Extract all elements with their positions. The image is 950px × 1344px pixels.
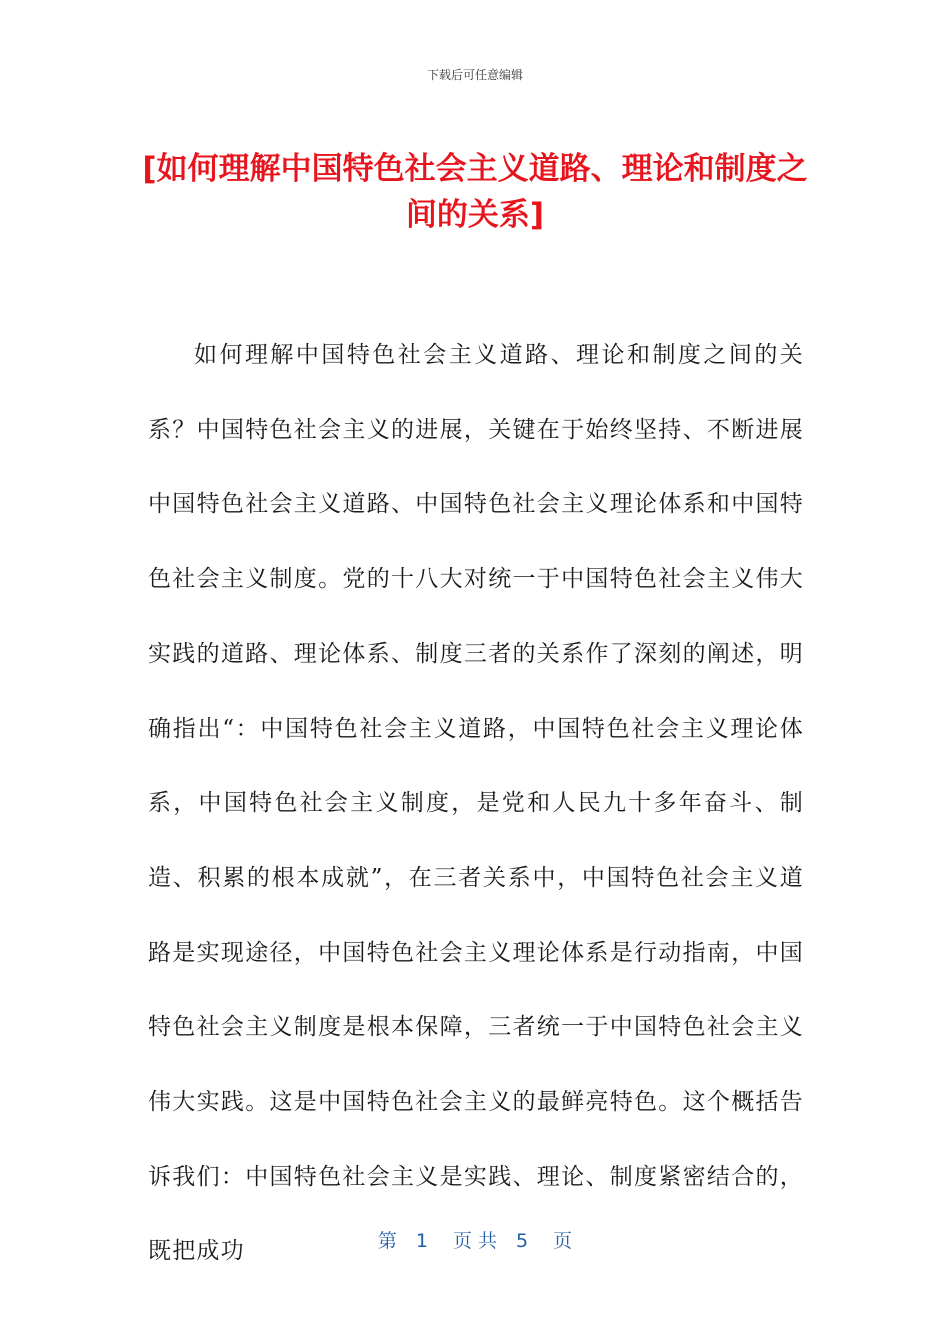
document-title: [如何理解中国特色社会主义道路、理论和制度之间的关系] [142, 151, 808, 233]
body-paragraph: 如何理解中国特色社会主义道路、理论和制度之间的关系？中国特色社会主义的进展，关键在于始终坚持、不断进展中国特色社会主义道路、中国特色社会主义理论体系和中国特色社会主义制度。党的十八大对统一于中国特色社会主义伟大实践的道路、理论体系、制度三者的关系作了深刻的阐述，明确指出“：中国特色社会主义道路，中国特色社会主义理论体系，中国特色社会主义制度，是党和人民九十多年奋斗、制造、积累的根本成就”，在三者关系中，中国特色社会主义道路是实现途径，中国特色社会主义理论体系是行动指南，中国特色社会主义制度是根本保障，三者统一于中国特色社会主义伟大实践。这是中国特色社会主义的最鲜亮特色。这个概括告诉我们：中国特色社会主义是实践、理论、制度紧密结合的，既把成功 [148, 342, 804, 1265]
header-note: 下载后可任意编辑 [426, 68, 523, 82]
page-number: 第 1 页 共 5 页 [377, 1230, 573, 1252]
